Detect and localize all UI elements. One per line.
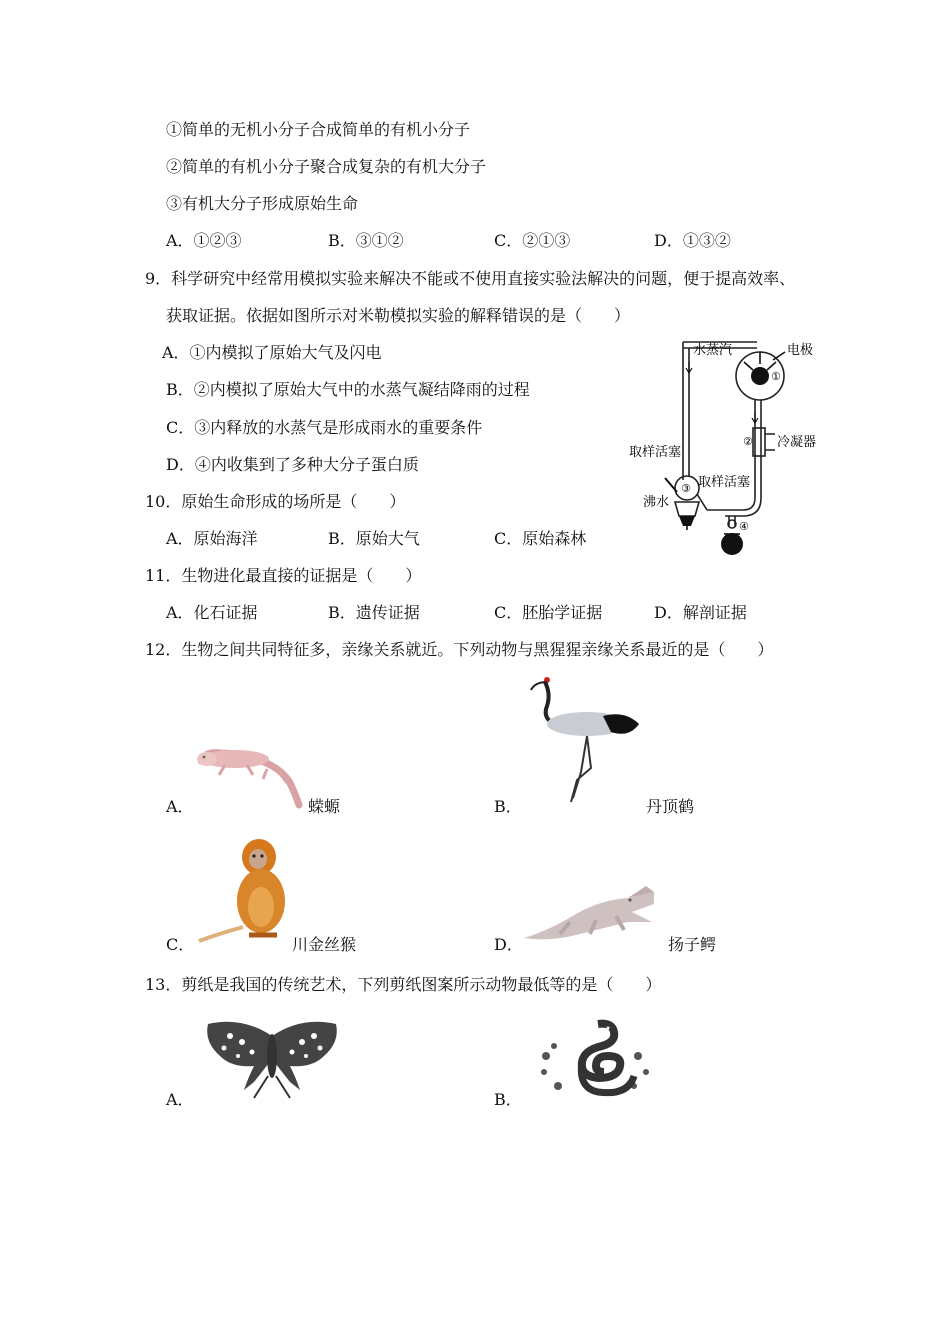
chinese-alligator-image (520, 882, 658, 944)
q12-option-b-letter: B． (494, 797, 522, 816)
label-sampling-valve-left: 取样活塞 (629, 445, 682, 460)
q12-option-d-name: 扬子鳄 (668, 935, 717, 954)
q8-step-2: ②简单的有机小分子聚合成复杂的有机大分子 (166, 157, 487, 176)
q12-stem: 12．生物之间共同特征多，亲缘关系就近。下列动物与黑猩猩亲缘关系最近的是（ ） (145, 640, 774, 659)
q9-option-d: D．④内收集到了多种大分子蛋白质 (166, 455, 419, 474)
q8-step-1: ①简单的无机小分子合成简单的有机小分子 (166, 120, 471, 139)
q11-option-b: B．遗传证据 (328, 603, 420, 622)
label-n1: ① (771, 370, 781, 383)
label-sampling-valve-right: 取样活塞 (698, 475, 751, 490)
q10-option-b: B．原始大气 (328, 529, 420, 548)
label-n4: ④ (739, 520, 749, 533)
q11-option-d: D．解剖证据 (654, 603, 747, 622)
snake-papercut-image (538, 1016, 653, 1102)
q12-option-a-name: 蝾螈 (308, 797, 341, 816)
q11-stem: 11．生物进化最直接的证据是（ ） (145, 566, 422, 585)
q12-option-d-letter: D． (494, 935, 523, 954)
q9-option-b: B．②内模拟了原始大气中的水蒸气凝结降雨的过程 (166, 380, 530, 399)
q9-option-a: A．①内模拟了原始大气及闪电 (162, 343, 382, 362)
q13-stem: 13．剪纸是我国的传统艺术，下列剪纸图案所示动物最低等的是（ ） (145, 975, 662, 994)
q12-option-a-letter: A． (166, 797, 194, 816)
q10-option-a: A．原始海洋 (166, 529, 258, 548)
q9-stem-line1: 9．科学研究中经常用模拟实验来解决不能或不使用直接实验法解决的问题，便于提高效率、 (145, 269, 796, 288)
q8-option-d: D．①③② (654, 231, 731, 250)
q9-option-c: C．③内释放的水蒸气是形成雨水的重要条件 (166, 418, 483, 437)
q8-option-a: A．①②③ (166, 231, 242, 250)
q8-option-c: C．②①③ (494, 231, 571, 250)
red-crowned-crane-image (525, 672, 645, 810)
golden-snub-nosed-monkey-image (195, 835, 290, 945)
label-n3: ③ (681, 482, 691, 495)
q8-step-3: ③有机大分子形成原始生命 (166, 194, 359, 213)
label-condenser: 冷凝器 (777, 435, 817, 450)
q10-option-c: C．原始森林 (494, 529, 587, 548)
q11-option-c: C．胚胎学证据 (494, 603, 603, 622)
miller-experiment-figure (625, 330, 825, 562)
q12-option-c-letter: C． (166, 935, 195, 954)
q13-option-a-letter: A． (166, 1090, 194, 1109)
label-n2: ② (743, 435, 753, 448)
salamander-image (195, 745, 305, 810)
q12-option-b-name: 丹顶鹤 (646, 797, 695, 816)
q8-option-b: B．③①② (328, 231, 404, 250)
q12-option-c-name: 川金丝猴 (292, 935, 357, 954)
q13-option-b-letter: B． (494, 1090, 522, 1109)
label-electrode: 电极 (787, 343, 814, 358)
q11-option-a: A．化石证据 (166, 603, 258, 622)
q10-stem: 10．原始生命形成的场所是（ ） (145, 492, 406, 511)
label-steam: 水蒸汽 (693, 343, 733, 358)
label-boiling-water: 沸水 (643, 495, 670, 510)
q9-stem-line2: 获取证据。依据如图所示对米勒模拟实验的解释错误的是（ ） (166, 306, 631, 325)
butterfly-papercut-image (202, 1016, 342, 1102)
